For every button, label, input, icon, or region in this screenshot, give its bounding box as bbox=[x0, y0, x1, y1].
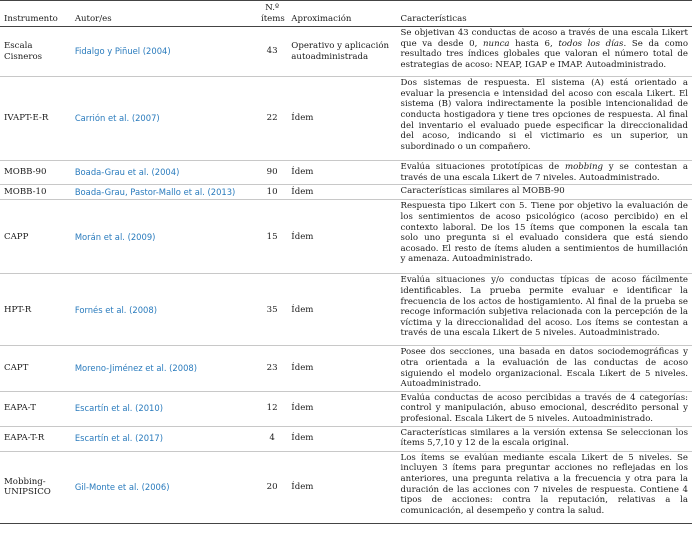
cell-instrumento: HPT-R bbox=[0, 274, 71, 346]
cell-aproximacion: Operativo y aplicación autoadministrada bbox=[287, 27, 396, 77]
cell-autor-link[interactable]: Escartín et al. (2017) bbox=[71, 426, 257, 451]
cell-instrumento: Escala Cisneros bbox=[0, 27, 71, 77]
cell-instrumento: CAPP bbox=[0, 200, 71, 274]
cell-items: 4 bbox=[257, 426, 287, 451]
table-row bbox=[0, 391, 692, 426]
table-row bbox=[0, 77, 692, 161]
table-header-row bbox=[0, 1, 692, 27]
cell-caracteristicas: Posee dos secciones, una basada en datos sociodemográficas y otra orientada a la evaluación de las conductas de acoso siguiendo el modelo organizacional. Escala Likert de 5 niveles. Autoadministrado. bbox=[397, 346, 692, 391]
cell-autor-link[interactable]: Boada-Grau, Pastor-Mallo et al. (2013) bbox=[71, 185, 257, 200]
cell-instrumento: EAPA-T-R bbox=[0, 426, 71, 451]
cell-caracteristicas: Dos sistemas de respuesta. El sistema (A) está orientado a evaluar la presencia e intensidad del acoso con escala Likert. El sistema (B) valora indirectamente la posible intencionalidad de conducta hostigadora y tiene tres opciones de respuesta. Al final del inventario el evaluado puede especificar la direccionalidad del acoso, indicando si el victimario es un superior, un subordinado o un compañero. bbox=[397, 77, 692, 161]
cell-instrumento: EAPA-T bbox=[0, 391, 71, 426]
table-row bbox=[0, 200, 692, 274]
header-items: N.º ítems bbox=[257, 1, 287, 27]
cell-instrumento: IVAPT-E-R bbox=[0, 77, 71, 161]
table-row bbox=[0, 346, 692, 391]
cell-aproximacion: Ídem bbox=[287, 346, 396, 391]
cell-instrumento: Mobbing-UNIPSICO bbox=[0, 451, 71, 523]
header-aproximacion: Aproximación bbox=[287, 1, 396, 27]
cell-items: 22 bbox=[257, 77, 287, 161]
table-row bbox=[0, 274, 692, 346]
cell-items: 23 bbox=[257, 346, 287, 391]
cell-items: 12 bbox=[257, 391, 287, 426]
cell-autor-link[interactable]: Gil-Monte et al. (2006) bbox=[71, 451, 257, 523]
table-row bbox=[0, 426, 692, 451]
cell-aproximacion: Ídem bbox=[287, 426, 396, 451]
table-row bbox=[0, 161, 692, 185]
cell-aproximacion: Ídem bbox=[287, 185, 396, 200]
cell-items: 15 bbox=[257, 200, 287, 274]
cell-instrumento: MOBB-90 bbox=[0, 161, 71, 185]
cell-caracteristicas: Evalúa situaciones prototípicas de mobbing y se contestan a través de una escala Likert de 7 niveles. Autoadministrado. bbox=[397, 161, 692, 185]
cell-autor-link[interactable]: Carrión et al. (2007) bbox=[71, 77, 257, 161]
cell-aproximacion: Ídem bbox=[287, 200, 396, 274]
cell-items: 90 bbox=[257, 161, 287, 185]
header-autor: Autor/es bbox=[71, 1, 257, 27]
table-row bbox=[0, 27, 692, 77]
cell-caracteristicas: Características similares al MOBB-90 bbox=[397, 185, 692, 200]
cell-caracteristicas: Los ítems se evalúan mediante escala Likert de 5 niveles. Se incluyen 3 ítems para preguntar acciones no reflejadas en los anteriores, una pregunta relativa a la frecuencia y otra para la duración de las acciones con 7 niveles de respuesta. Contiene 4 tipos de acciones: contra la reputación, relativas a la comunicación, al desempeño y contra la salud. bbox=[397, 451, 692, 523]
cell-autor-link[interactable]: Fornés et al. (2008) bbox=[71, 274, 257, 346]
cell-caracteristicas: Evalúa situaciones y/o conductas típicas de acoso fácilmente identificables. La prueba permite evaluar e identificar la frecuencia de los actos de hostigamiento. Al final de la prueba se recoge información subjetiva relacionada con la percepción de la víctima y la direccionalidad del acoso. Los ítems se contestan a través de una escala Likert de 5 niveles. Autoadministrado. bbox=[397, 274, 692, 346]
cell-autor-link[interactable]: Escartín et al. (2010) bbox=[71, 391, 257, 426]
cell-items: 35 bbox=[257, 274, 287, 346]
cell-items: 43 bbox=[257, 27, 287, 77]
cell-aproximacion: Ídem bbox=[287, 391, 396, 426]
cell-autor-link[interactable]: Moreno-Jiménez et al. (2008) bbox=[71, 346, 257, 391]
cell-autor-link[interactable]: Boada-Grau et al. (2004) bbox=[71, 161, 257, 185]
cell-instrumento: CAPT bbox=[0, 346, 71, 391]
cell-aproximacion: Ídem bbox=[287, 161, 396, 185]
cell-items: 10 bbox=[257, 185, 287, 200]
cell-caracteristicas: Se objetivan 43 conductas de acoso a través de una escala Likert que va desde 0, nunca hasta 6, todos los días. Se da como resultado tres índices globales que valoran el número total de estrategias de acoso: NEAP, IGAP e IMAP. Autoadministrado. bbox=[397, 27, 692, 77]
cell-caracteristicas: Respuesta tipo Likert con 5. Tiene por objetivo la evaluación de los sentimientos de acoso psicológico (acoso percibido) en el contexto laboral. De los 15 ítems que componen la escala tan solo uno pregunta si el evaluado considera que está siendo acosado. El resto de ítems aluden a sentimientos de humillación y amenaza. Autoadministrado. bbox=[397, 200, 692, 274]
header-instrumento: Instrumento bbox=[0, 1, 71, 27]
cell-aproximacion: Ídem bbox=[287, 451, 396, 523]
header-caracteristicas: Características bbox=[397, 1, 692, 27]
cell-aproximacion: Ídem bbox=[287, 77, 396, 161]
table-row bbox=[0, 185, 692, 200]
table-row bbox=[0, 451, 692, 523]
cell-aproximacion: Ídem bbox=[287, 274, 396, 346]
cell-caracteristicas: Características similares a la versión extensa Se seleccionan los ítems 5,7,10 y 12 de la escala original. bbox=[397, 426, 692, 451]
cell-instrumento: MOBB-10 bbox=[0, 185, 71, 200]
cell-autor-link[interactable]: Fidalgo y Piñuel (2004) bbox=[71, 27, 257, 77]
cell-items: 20 bbox=[257, 451, 287, 523]
cell-autor-link[interactable]: Morán et al. (2009) bbox=[71, 200, 257, 274]
cell-caracteristicas: Evalúa conductas de acoso percibidas a través de 4 categorías: control y manipulación, abuso emocional, descrédito personal y profesional. Escala Likert de 5 niveles. Autoadministrado. bbox=[397, 391, 692, 426]
